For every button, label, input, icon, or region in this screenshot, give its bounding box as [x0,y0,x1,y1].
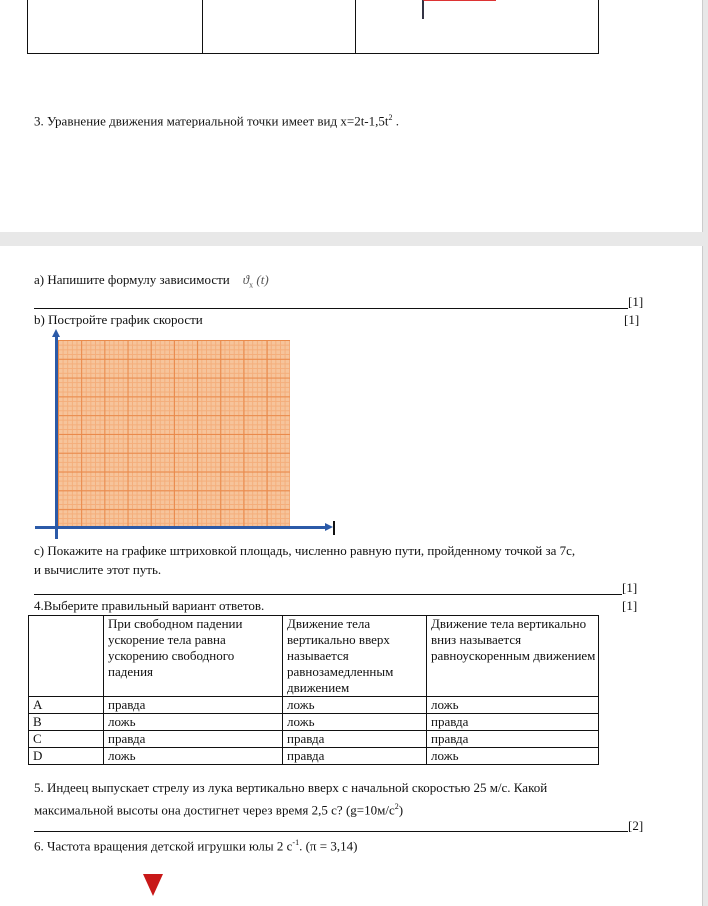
y-axis [55,336,58,539]
score: [1] [628,294,644,309]
cell: C [29,731,104,748]
cell: ложь [427,748,599,765]
score: [1] [622,598,638,613]
x-axis [35,526,327,529]
header-cell [29,616,104,697]
graph-paper[interactable] [58,340,290,528]
question-6: 6. Частота вращения детской игрушки юлы 2 $с^{-1}$. (π = 3,14) [34,838,358,854]
graph-fragment [422,0,496,19]
cell: правда [283,748,427,765]
cell: ложь [104,748,283,765]
previous-table [27,0,599,54]
cell: правда [104,697,283,714]
answer-line[interactable] [34,831,628,832]
question-b: b) Постройте график скорости [34,312,203,327]
header-cell: При свободном падении ускорение тела равна ускорению свободного падения [104,616,283,697]
answer-line[interactable] [34,308,628,309]
question-c-line2: и вычислите этот путь. [34,562,162,577]
answer-table [28,615,599,765]
question-a: a) Напишите формулу зависимости $ϑ_x$ (t) [34,272,269,290]
table-row[interactable] [29,731,599,748]
cell: правда [283,731,427,748]
cell: B [29,714,104,731]
cell: A [29,697,104,714]
cell: ложь [283,714,427,731]
page-1 [0,0,703,232]
cell: правда [104,731,283,748]
score: [2] [628,818,644,833]
y-axis-arrow-icon [52,329,60,337]
cell: ложь [104,714,283,731]
question-4: 4.Выберите правильный вариант ответов. [34,598,265,613]
answer-line[interactable] [34,594,622,595]
header-cell: Движение тела вертикально вниз называется равноускоренным движением [427,616,599,697]
score: [1] [622,580,638,595]
cell: D [29,748,104,765]
table-header [29,616,599,697]
page-2 [0,246,703,906]
question-5: 5. Индеец выпускает стрелу из лука вертикально вверх с начальной скоростью 25 м/с. Какой [34,780,548,795]
cell: ложь [283,697,427,714]
cell: правда [427,731,599,748]
question-c: c) Покажите на графике штриховкой площадь, численно равную пути, пройденному точкой за 7с, [34,543,576,558]
x-axis-arrow-icon [325,523,333,531]
table-row[interactable] [29,714,599,731]
x-axis-tick [333,521,335,535]
score: [1] [624,312,640,327]
spinning-top-image [143,874,163,896]
table-row[interactable] [29,697,599,714]
question-5-line2: максимальной высоты она достигнет через время 2,5 с? $(g=10м/с^2)$ [34,802,404,818]
header-cell: Движение тела вертикально вверх называется равнозамедленным движением [283,616,427,697]
table-row[interactable] [29,748,599,765]
question-3: 3. Уравнение движения материальной точки имеет вид $x=2t-1,5t^2$ . [34,113,399,129]
cell: ложь [427,697,599,714]
cell: правда [427,714,599,731]
